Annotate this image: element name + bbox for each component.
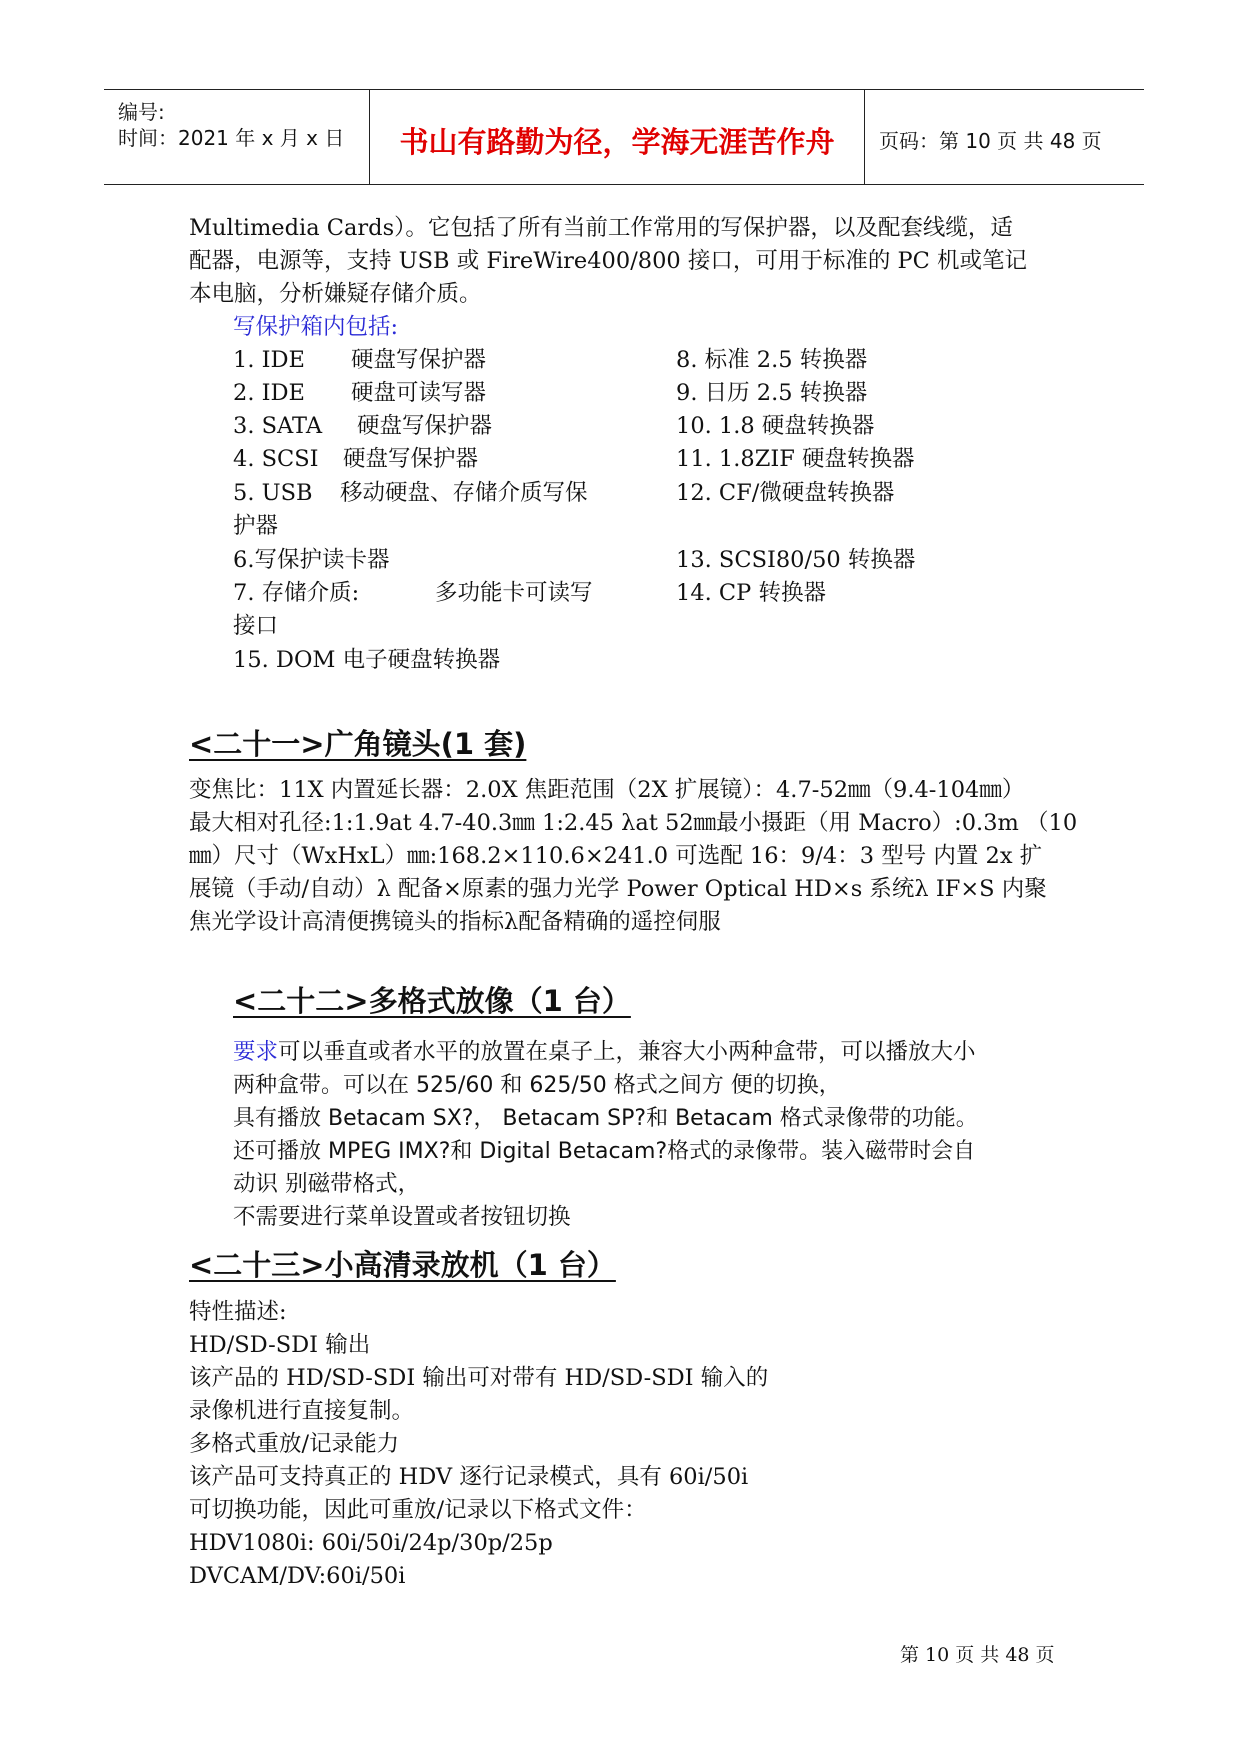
body-line: 焦光学设计高清便携镜头的指标λ配备精确的遥控伺服 [189, 909, 721, 935]
item-number: 5. USB [233, 480, 313, 506]
body-line: DVCAM/DV:60i/50i [189, 1563, 406, 1589]
header-motto-cell [369, 90, 865, 184]
section-23-body [189, 1296, 768, 1593]
intro-line: Multimedia Cards）。它包括了所有当前工作常用的写保护器，以及配套线缆，适 [189, 215, 1013, 241]
header-page-number: 页码：第 10 页 共 48 页 [879, 129, 1102, 153]
body-line: 该产品可支持真正的 HDV 逐行记录模式，具有 60i/50i [189, 1464, 749, 1490]
list-item [233, 344, 487, 377]
list-item: 14. CP 转换器 [676, 580, 826, 606]
header-motto: 书山有路勤为径，学海无涯苦作舟 [399, 125, 835, 159]
list-item [233, 377, 487, 410]
body-line: 具有播放 Betacam SX?， Betacam SP?和 Betacam 格式录像带的功能。 [233, 1106, 978, 1131]
body-line: 还可播放 MPEG IMX?和 Digital Betacam?格式的录像带。装入磁带时会自 [233, 1139, 976, 1164]
list-item: 15. DOM 电子硬盘转换器 [233, 647, 501, 673]
list-item [233, 577, 593, 610]
body-line: 多格式重放/记录能力 [189, 1431, 400, 1457]
item-number: 1. IDE [233, 347, 305, 373]
body-line: 变焦比：11X 内置延长器：2.0X 焦距范围（2X 扩展镜）：4.7-52㎜（9.4-104㎜） [189, 777, 1025, 803]
box-contents-title: 写保护箱内包括: [233, 314, 399, 340]
document-time-label: 时间：2021 年 x 月 x 日 [118, 126, 345, 150]
section-22-body [233, 1036, 978, 1234]
item-name: 硬盘写保护器 [343, 446, 479, 472]
item-number: 2. IDE [233, 380, 305, 406]
body-line: 可切换功能，因此可重放/记录以下格式文件： [189, 1497, 647, 1523]
list-item: 8. 标准 2.5 转换器 [676, 347, 868, 373]
body-line: 两种盒带。可以在 525/60 和 625/50 格式之间方 便的切换， [233, 1073, 841, 1098]
item-name: 硬盘可读写器 [351, 380, 487, 406]
body-line: 录像机进行直接复制。 [189, 1398, 415, 1424]
section-21-body [189, 774, 1077, 939]
list-item-continuation: 护器 [233, 513, 279, 539]
body-line: 不需要进行菜单设置或者按钮切换 [233, 1204, 571, 1230]
body-line [233, 1036, 978, 1069]
header-page-cell [864, 90, 1144, 184]
list-item-continuation: 接口 [233, 613, 279, 639]
body-line: 动识 别磁带格式， [233, 1171, 421, 1197]
list-item [233, 477, 588, 510]
item-name: 多功能卡可读写 [435, 580, 593, 606]
requirement-text: 可以垂直或者水平的放置在桌子上，兼容大小两种盒带，可以播放大小 [278, 1039, 976, 1065]
section-heading-21: <二十一>广角镜头(1 套) [189, 727, 527, 761]
item-name: 硬盘写保护器 [351, 347, 487, 373]
body-line: 该产品的 HD/SD-SDI 输出可对带有 HD/SD-SDI 输入的 [189, 1365, 769, 1391]
item-name: 硬盘写保护器 [357, 413, 493, 439]
body-line: 最大相对孔径:1:1.9at 4.7-40.3㎜ 1:2.45 λat 52㎜最小摄距（用 Macro）:0.3m （10 [189, 810, 1078, 836]
body-line: 展镜（手动/自动）λ 配备×原素的强力光学 Power Optical HD×s 系统λ IF×S 内聚 [189, 876, 1047, 902]
body-line: ㎜）尺寸（WxHxL）㎜:168.2×110.6×241.0 可选配 16：9/4：3 型号 内置 2x 扩 [189, 843, 1043, 869]
list-item [233, 410, 493, 443]
list-item: 13. SCSI80/50 转换器 [676, 547, 916, 573]
list-item [233, 443, 479, 476]
item-number: 3. SATA [233, 413, 323, 439]
page-header [104, 89, 1144, 185]
page-footer: 第 10 页 共 48 页 [900, 1644, 1055, 1666]
list-item: 11. 1.8ZIF 硬盘转换器 [676, 446, 915, 472]
body-line: 特性描述: [189, 1299, 287, 1325]
requirement-label: 要求 [233, 1039, 279, 1065]
list-item: 9. 日历 2.5 转换器 [676, 380, 868, 406]
intro-line: 本电脑，分析嫌疑存储介质。 [189, 281, 482, 307]
body-line: HD/SD-SDI 输出 [189, 1332, 371, 1358]
header-left-cell [104, 90, 369, 184]
body-line: HDV1080i: 60i/50i/24p/30p/25p [189, 1530, 553, 1556]
item-number: 4. SCSI [233, 446, 319, 472]
section-heading-23: <二十三>小高清录放机（1 台） [189, 1248, 616, 1282]
item-name: 移动硬盘、存储介质写保 [340, 480, 588, 506]
list-item: 10. 1.8 硬盘转换器 [676, 413, 875, 439]
intro-line: 配器，电源等，支持 USB 或 FireWire400/800 接口，可用于标准的 PC 机或笔记 [189, 248, 1028, 274]
list-item: 6.写保护读卡器 [233, 547, 390, 573]
list-item: 12. CF/微硬盘转换器 [676, 480, 895, 506]
document-number-label: 编号: [118, 100, 165, 124]
item-number: 7. 存储介质: [233, 580, 360, 606]
section-heading-22: <二十二>多格式放像（1 台） [233, 984, 631, 1018]
intro-paragraph [189, 212, 1027, 311]
